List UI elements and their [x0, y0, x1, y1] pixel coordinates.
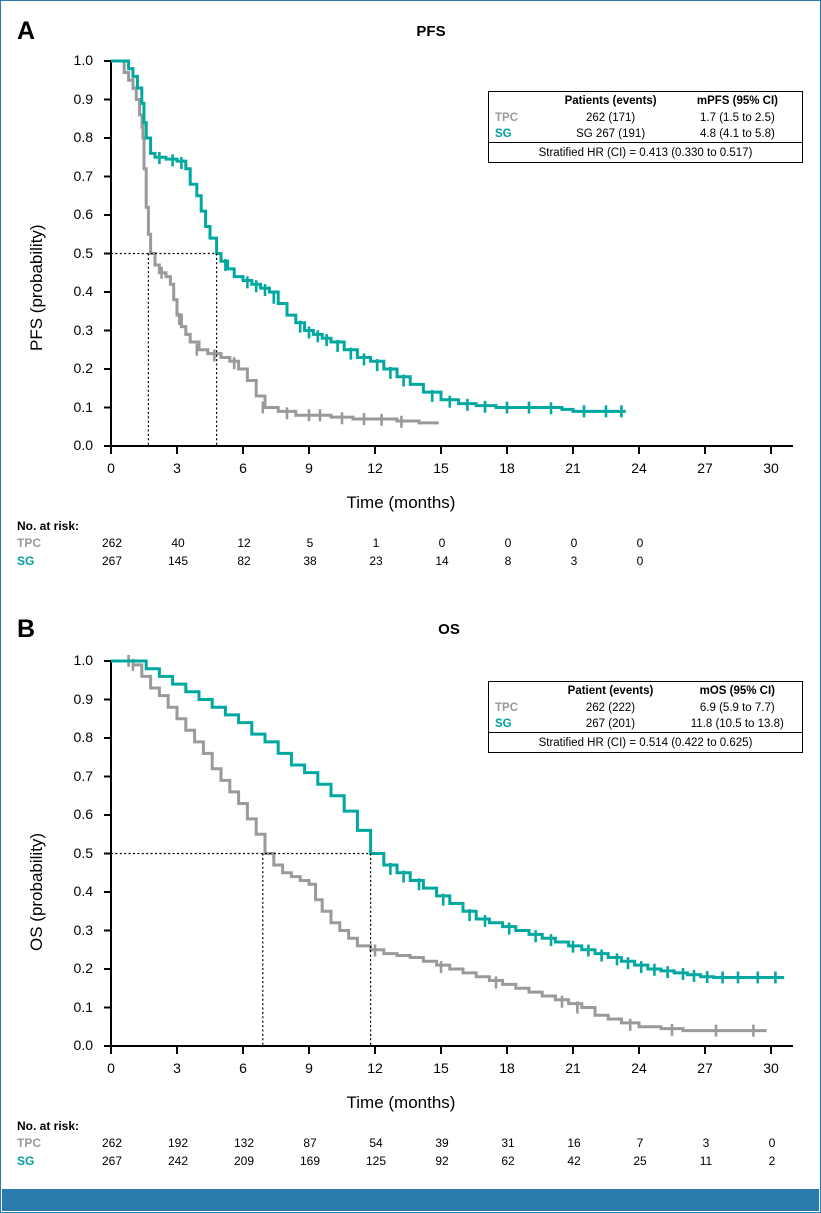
- a-risk-value: 262: [101, 536, 123, 550]
- a-xtick: 30: [763, 460, 779, 476]
- panel-a-letter: A: [17, 17, 36, 45]
- a-xtick: 24: [631, 460, 647, 476]
- a-ytick: 0.4: [73, 283, 93, 299]
- b-xtick: 9: [305, 1060, 313, 1076]
- panel-b-plot: [1, 601, 821, 1101]
- panel-b-letter: B: [17, 615, 36, 643]
- panel-b-risk-row-sg: [17, 1154, 807, 1172]
- panel-b-y-axis-title: OS (probability): [27, 832, 46, 951]
- a-xtick: 27: [697, 460, 713, 476]
- panel-a-risk-table: [17, 519, 807, 572]
- panel-b-risk-row-tpc: [17, 1136, 807, 1154]
- a-xtick: 9: [305, 460, 313, 476]
- legend-a-events-tpc: 262 (171): [586, 112, 636, 124]
- b-ytick: 1.0: [73, 652, 93, 668]
- legend-a-arm-sg: SG: [495, 128, 512, 140]
- legend-b-arm-tpc: TPC: [495, 702, 518, 714]
- a-risk-value: 40: [171, 536, 185, 550]
- a-risk-value: 12: [237, 536, 251, 550]
- a-ytick: 0.6: [73, 206, 93, 222]
- b-risk-value: 16: [567, 1136, 581, 1150]
- b-risk-value: 39: [435, 1136, 449, 1150]
- b-ytick: 0.5: [73, 844, 93, 861]
- b-risk-value: 92: [435, 1154, 449, 1168]
- a-risk-value: 3: [570, 554, 578, 568]
- legend-a-row-tpc: [489, 110, 802, 126]
- panel-b-title: OS: [438, 621, 460, 638]
- legend-b-arm-sg: SG: [495, 718, 512, 730]
- a-ytick: 0.0: [73, 437, 93, 453]
- b-xtick: 12: [367, 1060, 383, 1076]
- a-risk-value: 0: [570, 536, 578, 550]
- a-xtick: 21: [565, 460, 581, 476]
- a-xtick: 12: [367, 460, 383, 476]
- a-risk-value: 0: [636, 554, 644, 568]
- legend-a-h0: [489, 92, 548, 110]
- b-ytick: 0.9: [73, 690, 93, 707]
- a-risk-value: 267: [101, 554, 123, 568]
- b-risk-value: 25: [633, 1154, 647, 1168]
- legend-a-median-tpc: 1.7 (1.5 to 2.5): [700, 112, 775, 124]
- b-risk-value: 267: [101, 1154, 123, 1168]
- a-risk-value: 8: [504, 554, 512, 568]
- legend-a-median-sg: 4.8 (4.1 to 5.8): [700, 128, 775, 140]
- b-xtick: 24: [631, 1060, 647, 1076]
- b-ytick: 0.0: [73, 1037, 93, 1053]
- legend-b-median-sg: 11.8 (10.5 to 13.8): [690, 718, 784, 730]
- panel-a-title: PFS: [416, 23, 446, 40]
- panel-b-risk-arm-sg: SG: [17, 1154, 35, 1168]
- a-risk-value: 0: [438, 536, 446, 550]
- b-xtick: 21: [565, 1060, 581, 1076]
- a-xtick: 0: [107, 460, 115, 476]
- b-risk-value: 169: [299, 1154, 321, 1168]
- b-risk-value: 11: [699, 1154, 713, 1168]
- a-risk-value: 0: [504, 536, 512, 550]
- b-xtick: 6: [239, 1060, 247, 1076]
- panel-a-risk-arm-sg: SG: [17, 554, 35, 568]
- footer-bar: [2, 1189, 819, 1211]
- panel-a-y-axis-title: PFS (probability): [27, 224, 46, 351]
- a-risk-value: 82: [237, 554, 251, 568]
- legend-a-events-sg: SG 267 (191): [576, 128, 646, 140]
- b-risk-value: 3: [702, 1136, 710, 1150]
- panel-b-risk-table: [17, 1119, 807, 1172]
- b-ytick: 0.7: [73, 767, 93, 784]
- b-risk-value: 2: [768, 1154, 776, 1168]
- panel-os: [1, 601, 821, 1213]
- legend-b-h1: Patient (events): [567, 685, 654, 697]
- b-xtick: 3: [173, 1060, 181, 1076]
- a-risk-value: 0: [636, 536, 644, 550]
- b-risk-value: 87: [303, 1136, 317, 1150]
- b-risk-value: 7: [636, 1136, 644, 1150]
- a-ytick: 0.5: [73, 244, 93, 261]
- b-xtick: 18: [499, 1060, 515, 1076]
- b-risk-value: 209: [233, 1154, 255, 1168]
- b-ytick: 0.1: [73, 998, 93, 1015]
- a-risk-value: 145: [167, 554, 189, 568]
- b-xtick: 27: [697, 1060, 713, 1076]
- b-risk-value: 31: [501, 1136, 515, 1150]
- a-risk-value: 38: [303, 554, 317, 568]
- b-ytick: 0.4: [73, 883, 93, 899]
- a-xtick: 3: [173, 460, 181, 476]
- b-risk-value: 132: [233, 1136, 255, 1150]
- legend-b-h2: mOS (95% CI): [699, 685, 776, 697]
- b-risk-value: 192: [167, 1136, 189, 1150]
- panel-a-x-axis-title: Time (months): [346, 493, 456, 512]
- panel-pfs: [1, 1, 821, 601]
- a-risk-value: 14: [435, 554, 449, 568]
- panel-b-x-axis-title: Time (months): [346, 1093, 456, 1112]
- b-risk-value: 62: [501, 1154, 515, 1168]
- b-ytick: 0.8: [73, 729, 93, 745]
- b-xtick: 30: [763, 1060, 779, 1076]
- panel-b-risk-arm-tpc: TPC: [17, 1136, 41, 1150]
- a-ytick: 0.2: [73, 360, 93, 376]
- b-risk-value: 262: [101, 1136, 123, 1150]
- a-xtick: 6: [239, 460, 247, 476]
- a-risk-value: 5: [306, 536, 314, 550]
- legend-b-hr: Stratified HR (CI) = 0.514 (0.422 to 0.625): [489, 732, 802, 752]
- legend-a-arm-tpc: TPC: [495, 112, 518, 124]
- a-ytick: 0.7: [73, 167, 93, 184]
- legend-b-median-tpc: 6.9 (5.9 to 7.7): [699, 702, 775, 714]
- b-xtick: 15: [433, 1060, 449, 1076]
- legend-b-row-tpc: [489, 700, 802, 716]
- b-ytick: 0.3: [73, 921, 93, 938]
- panel-a-risk-title: No. at risk:: [17, 519, 80, 533]
- a-ytick: 0.8: [73, 129, 93, 145]
- legend-b-events-tpc: 262 (222): [585, 702, 636, 714]
- b-risk-value: 54: [369, 1136, 383, 1150]
- a-ytick: 0.9: [73, 90, 93, 107]
- a-xtick: 18: [499, 460, 515, 476]
- legend-b-events-sg: 267 (201): [585, 718, 636, 730]
- panel-a-risk-row-sg: [17, 554, 807, 572]
- legend-a-h1: Patients (events): [564, 95, 657, 107]
- panel-b-risk-title: No. at risk:: [17, 1119, 80, 1133]
- a-ytick: 0.1: [73, 398, 93, 415]
- b-ytick: 0.2: [73, 960, 93, 976]
- b-ytick: 0.6: [73, 806, 93, 822]
- a-risk-value: 23: [369, 554, 383, 568]
- panel-b-legend-box: [488, 681, 803, 753]
- legend-a-row-sg: [489, 126, 802, 142]
- legend-a-hr: Stratified HR (CI) = 0.413 (0.330 to 0.517): [489, 142, 802, 162]
- panel-a-plot: [1, 1, 821, 501]
- b-risk-value: 42: [567, 1154, 581, 1168]
- legend-a-h2: mPFS (95% CI): [696, 95, 779, 107]
- b-risk-value: 125: [365, 1154, 387, 1168]
- a-risk-value: 1: [372, 536, 380, 550]
- b-risk-value: 0: [768, 1136, 776, 1150]
- a-ytick: 1.0: [73, 52, 93, 68]
- panel-a-legend-box: [488, 91, 803, 163]
- panel-a-risk-arm-tpc: TPC: [17, 536, 41, 550]
- legend-b-row-sg: [489, 716, 802, 732]
- a-xtick: 15: [433, 460, 449, 476]
- b-risk-value: 242: [167, 1154, 189, 1168]
- panel-a-risk-row-tpc: [17, 536, 807, 554]
- legend-b-h0: [489, 682, 548, 700]
- a-ytick: 0.3: [73, 321, 93, 338]
- b-xtick: 0: [107, 1060, 115, 1076]
